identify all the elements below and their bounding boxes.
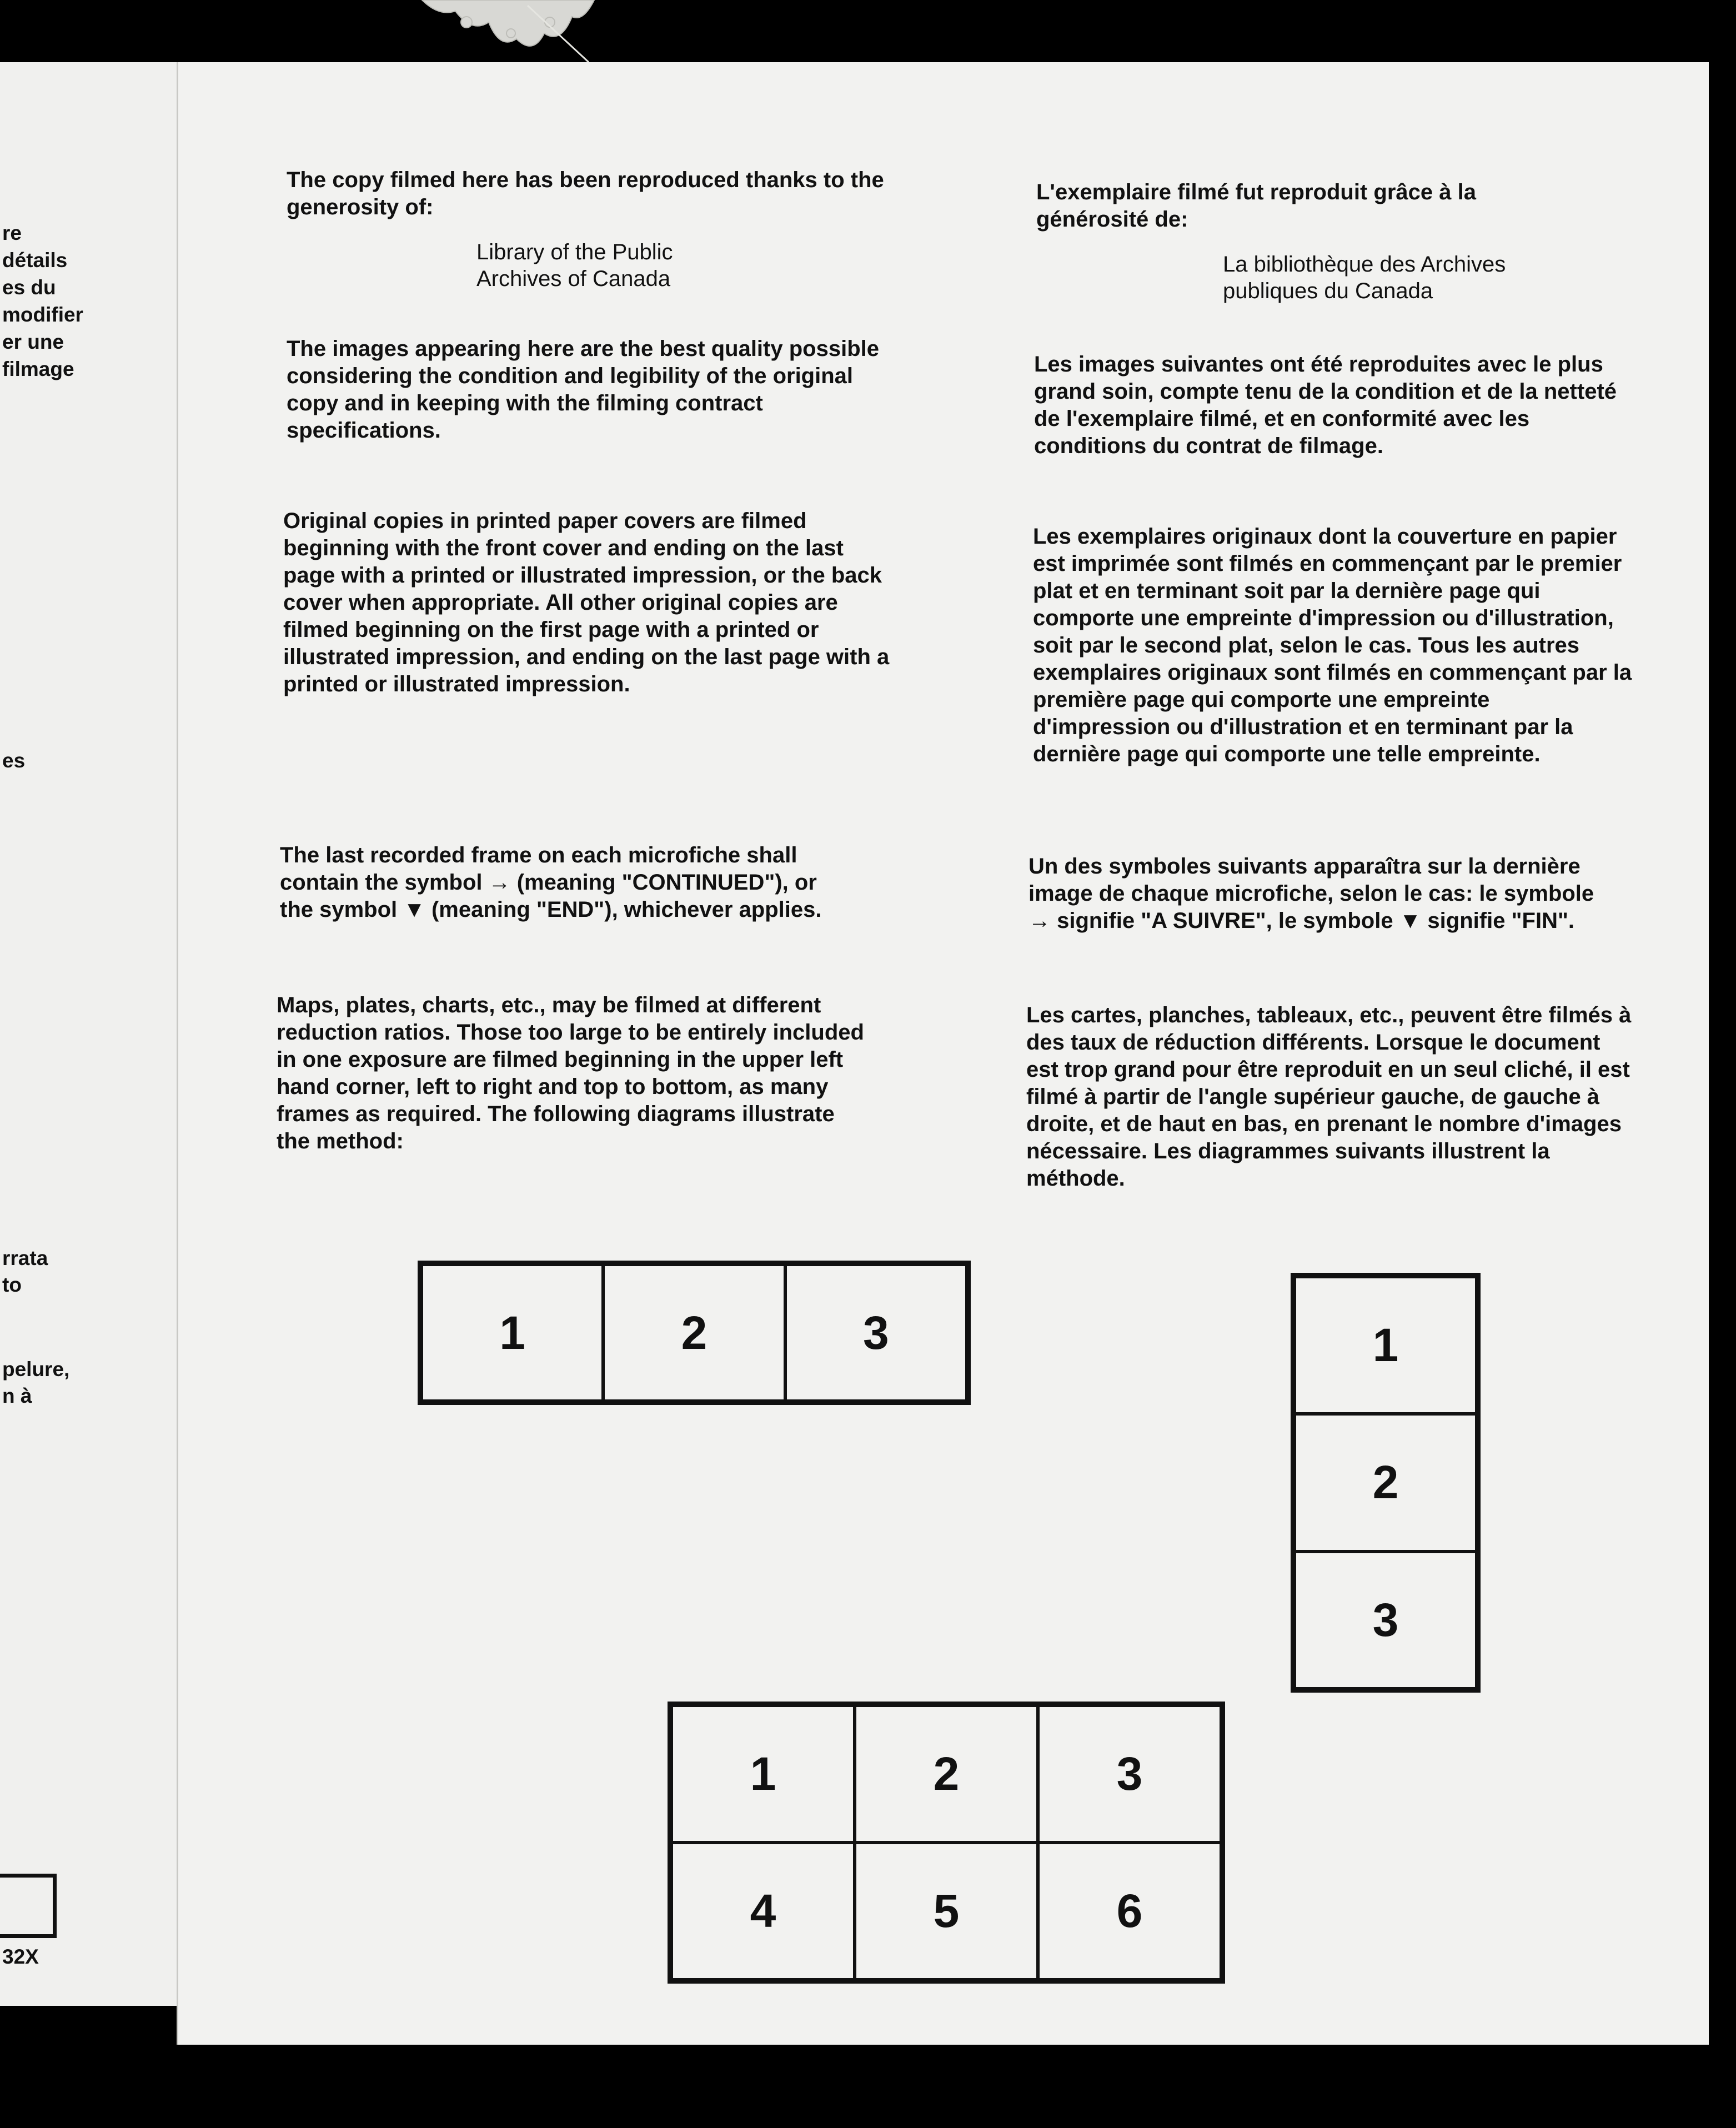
english-symbols: The last recorded frame on each microfiche shall contain the symbol → (meaning "CONTINUED"), or the symbol ▼ (meaning "END"), whichever applies. [280, 843, 822, 922]
french-credit-line: publiques du Canada [1223, 279, 1433, 303]
scan-artifact [405, 0, 605, 62]
left-fragment: to [2, 1273, 22, 1296]
diagram-cell: 1 [422, 1264, 603, 1401]
diagram-cell: 3 [1295, 1552, 1477, 1689]
french-originals: Les exemplaires originaux dont la couverture en papier est imprimée sont filmés en commençant par le premier plat et en terminant soit par la dernière page qui comporte une empreinte d'impression ou d'illustration, soit par le second plat, selon le cas. Tous les autres exemplaires originaux sont filmés en commençant par la première page qui comporte une empreinte d'impression ou d'illustration et en terminant par la dernière page qui comporte une telle empreinte. [1033, 524, 1632, 766]
left-box [0, 1874, 57, 1938]
left-fragment: détails [2, 249, 68, 272]
french-quality: Les images suivantes ont été reproduites avec le plus grand soin, compte tenu de la condition et de la netteté de l'exemplaire filmé, et en conformité avec les conditions du contrat de filmage. [1034, 352, 1617, 458]
diagram-cell: 4 [671, 1843, 855, 1980]
left-fragment: es [2, 749, 26, 772]
english-credit-line: Archives of Canada [476, 267, 671, 291]
left-fragment: pelure, [2, 1358, 70, 1381]
diagram-cell: 1 [1295, 1277, 1477, 1414]
diagram-cell: 2 [603, 1264, 785, 1401]
left-fragment: es du [2, 276, 56, 299]
french-credit [1223, 251, 1600, 304]
french-maps: Les cartes, planches, tableaux, etc., peuvent être filmés à des taux de réduction différents. Lorsque le document est trop grand pour être reproduit en un seul cliché, il est filmé à partir de l'angle supérieur gauche, de gauche à droite, et de haut en bas, en prenant le nombre d'images nécessaire. Les diagrammes suivants illustrent la méthode. [1026, 1003, 1632, 1191]
diagram-cell: 6 [1038, 1843, 1221, 1980]
diagram-cell: 2 [855, 1705, 1038, 1843]
english-originals: Original copies in printed paper covers are filmed beginning with the front cover and ending on the last page with a printed or illustrated impression, or the back cover when appropriate. All other original copies are filmed beginning on the first page with a printed or illustrated impression, and ending on the last page with a printed or illustrated impression. [283, 509, 890, 696]
french-symbols: Un des symboles suivants apparaîtra sur la dernière image de chaque microfiche, selon le cas: le symbole → signifie "A SUIVRE", le symbole ▼ signifie "FIN". [1028, 854, 1594, 933]
left-fragment: re [2, 222, 22, 244]
english-credit-line: Library of the Public [476, 240, 673, 264]
diagram-cell: 1 [671, 1705, 855, 1843]
left-fragment: er une [2, 330, 64, 353]
left-fragment: 32X [2, 1945, 39, 1968]
french-credit-line: La bibliothèque des Archives [1223, 252, 1506, 277]
english-maps: Maps, plates, charts, etc., may be filmed at different reduction ratios. Those too large to be entirely included in one exposure are filmed beginning in the upper left hand corner, left to right and top to bottom, as many frames as required. The following diagrams illustrate the method: [277, 993, 864, 1153]
english-credit [476, 239, 765, 292]
previous-page-strip [0, 62, 177, 2006]
english-quality: The images appearing here are the best quality possible considering the condition and legibility of the original copy and in keeping with the filming contract specifications. [287, 337, 879, 443]
diagram-row [418, 1261, 971, 1405]
left-fragment: rrata [2, 1247, 48, 1269]
diagram-grid [668, 1702, 1225, 1984]
diagram-column [1291, 1273, 1481, 1693]
diagram-cell: 2 [1295, 1414, 1477, 1551]
left-fragment: n à [2, 1384, 32, 1407]
diagram-cell: 3 [785, 1264, 967, 1401]
left-fragment: filmage [2, 358, 74, 380]
french-intro: L'exemplaire filmé fut reproduit grâce à la générosité de: [1036, 180, 1476, 232]
english-intro: The copy filmed here has been reproduced thanks to the generosity of: [287, 168, 884, 219]
diagram-cell: 3 [1038, 1705, 1221, 1843]
left-fragment: modifier [2, 303, 83, 326]
diagram-cell: 5 [855, 1843, 1038, 1980]
